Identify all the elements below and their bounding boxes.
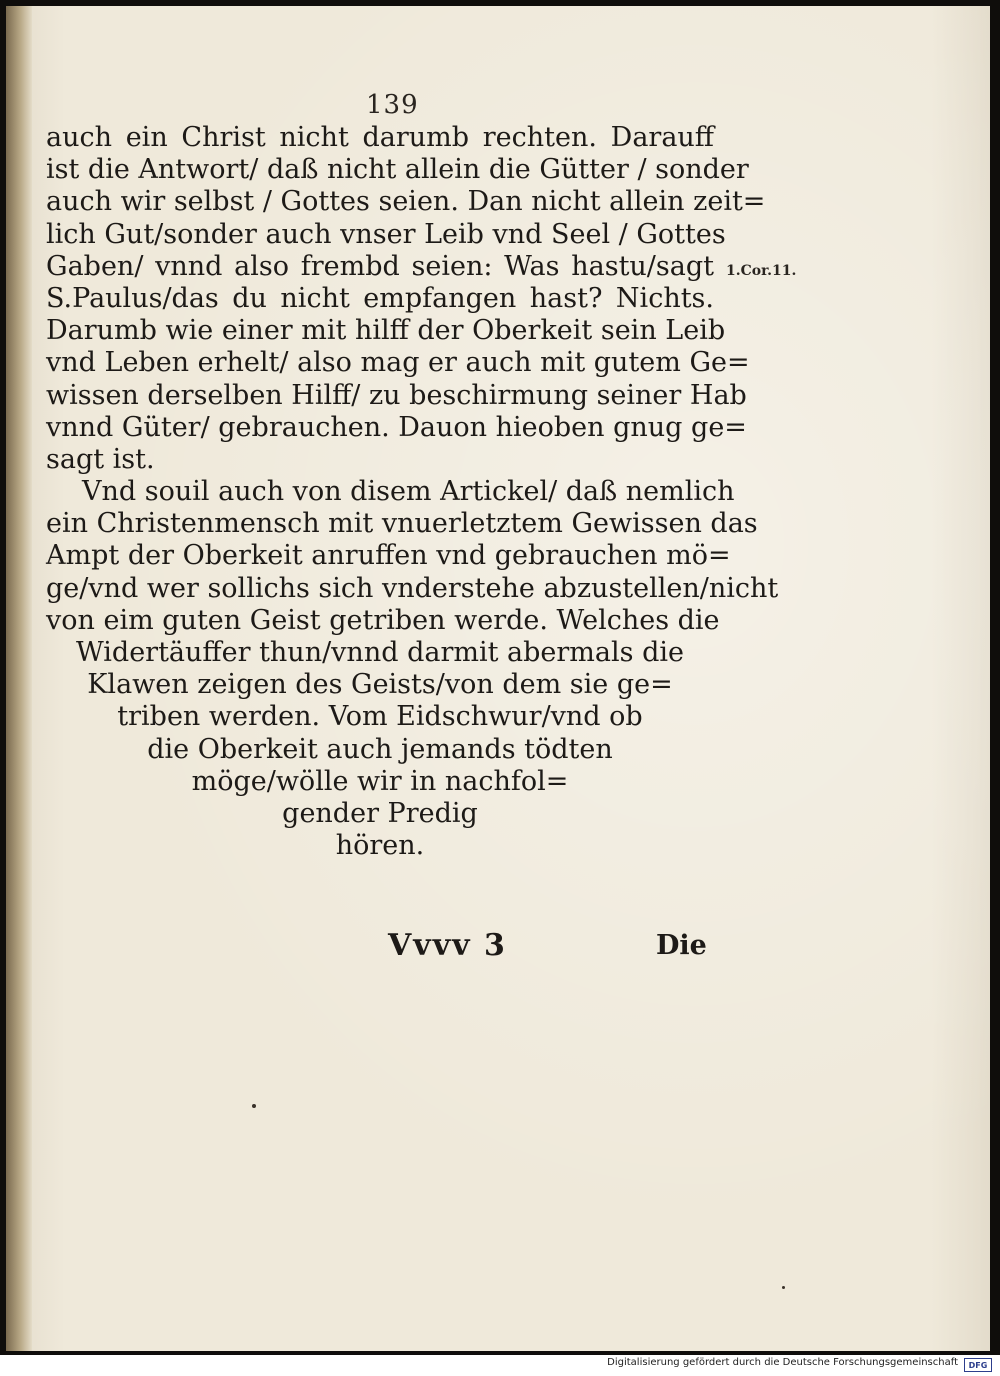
funding-credit: Digitalisierung gefördert durch die Deutsche Forschungsgemeinschaft: [607, 1357, 958, 1368]
signature-mark: Vvvv 3: [388, 928, 507, 963]
text-line: Widertäuffer thun/vnnd darmit abermals die: [76, 637, 684, 668]
text-line: Darumb wie einer mit hilff der Oberkeit sein Leib: [46, 315, 726, 347]
text-line: ist die Antwort/ daß nicht allein die Gütter / sonder: [46, 154, 749, 186]
text-line: die Oberkeit auch jemands tödten: [147, 733, 613, 765]
page-gutter-edge: [6, 6, 32, 1351]
text-line: wissen derselben Hilff/ zu beschirmung seiner Hab: [46, 379, 747, 411]
paper-speck: [252, 1104, 256, 1108]
text-line: Vnd souil auch von disem Artickel/ daß nemlich: [82, 476, 735, 508]
text-line: von eim guten Geist getriben werde. Welches die: [46, 604, 720, 636]
text-line: vnd Leben erhelt/ also mag er auch mit gutem Ge=: [46, 347, 750, 379]
text-line: auch ein Christ nicht darumb rechten. Darauff: [46, 122, 714, 153]
text-line: vnnd Güter/ gebrauchen. Dauon hieoben gnug ge=: [46, 411, 747, 443]
margin-note: 1.Cor.11.: [726, 263, 797, 279]
dfg-logo: DFG: [964, 1358, 992, 1372]
page-number: 139: [366, 90, 419, 120]
text-line: Klawen zeigen des Geists/von dem sie ge=: [87, 669, 673, 701]
text-line: hören.: [335, 830, 425, 862]
text-line: sagt ist.: [46, 443, 155, 475]
text-line: lich Gut/sonder auch vnser Leib vnd Seel / Gottes: [46, 218, 726, 250]
catchword: Die: [656, 930, 707, 961]
text-line: ein Christenmensch mit vnuerletztem Gewissen das: [46, 508, 758, 540]
text-line: ge/vnd wer sollichs sich vnderstehe abzustellen/nicht: [46, 572, 779, 604]
text-line: möge/wölle wir in nachfol=: [191, 765, 569, 797]
text-line: Gaben/ vnnd also frembd seien: Was hastu/sagt: [46, 250, 714, 282]
book-page: [6, 6, 990, 1351]
text-line: Ampt der Oberkeit anruffen vnd gebrauchen mö=: [46, 540, 731, 572]
text-line: S.Paulus/das du nicht empfangen hast? Nichts.: [46, 282, 714, 314]
text-line: gender Predig: [282, 797, 478, 829]
text-line: triben werden. Vom Eidschwur/vnd ob: [117, 701, 643, 733]
text-line: auch wir selbst / Gottes seien. Dan nicht allein zeit=: [46, 186, 766, 218]
paper-speck: [782, 1286, 785, 1289]
footer-bar: [0, 1355, 1000, 1376]
